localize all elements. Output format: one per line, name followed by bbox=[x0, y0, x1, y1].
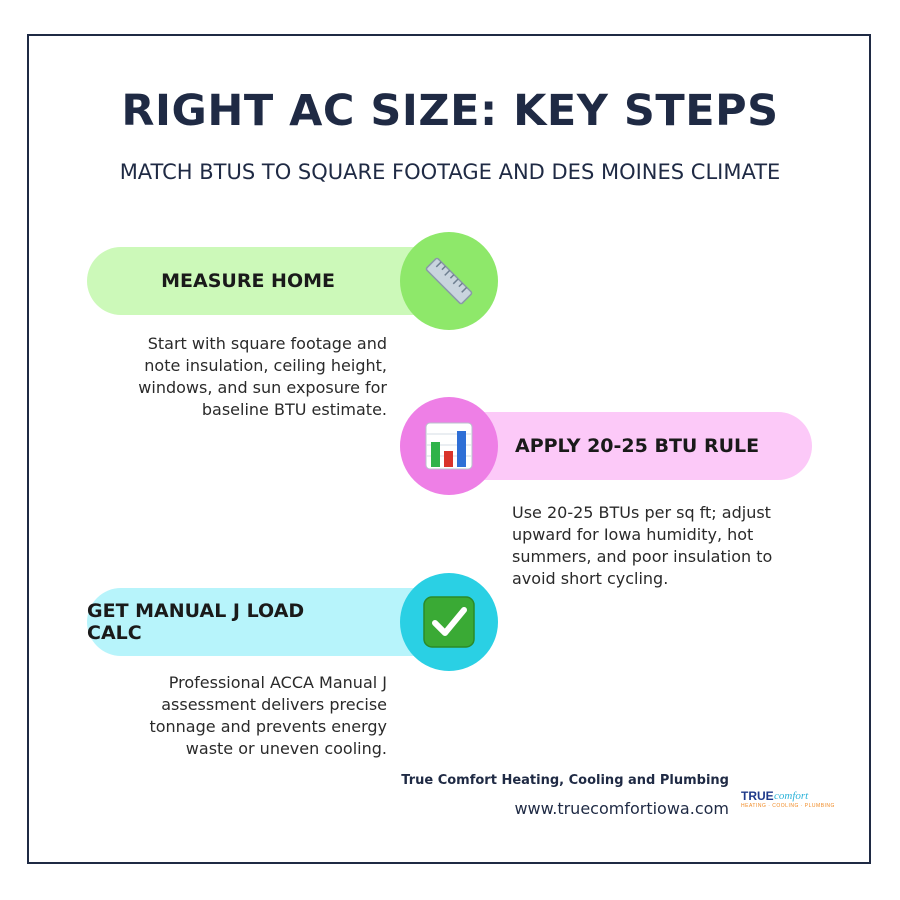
step-measure-home-pill bbox=[87, 247, 447, 315]
step-manual-j-description: Professional ACCA Manual J assessment delivers precise tonnage and prevents energy waste or uneven cooling. bbox=[149, 673, 387, 758]
step-measure-home-circle bbox=[400, 232, 498, 330]
check-mark-icon bbox=[423, 596, 475, 648]
step-manual-j-pill bbox=[87, 588, 447, 656]
step-label: MEASURE HOME bbox=[161, 270, 335, 292]
step-btu-rule-circle bbox=[400, 397, 498, 495]
step-manual-j-circle bbox=[400, 573, 498, 671]
logo-wordmark: TRUE bbox=[741, 789, 774, 803]
step-label: APPLY 20-25 BTU RULE bbox=[515, 435, 760, 457]
company-logo bbox=[741, 789, 835, 811]
company-name: True Comfort Heating, Cooling and Plumbing bbox=[401, 773, 729, 788]
page-subtitle: MATCH BTUS TO SQUARE FOOTAGE AND DES MOINES CLIMATE bbox=[119, 160, 781, 184]
ruler-icon bbox=[420, 252, 478, 310]
logo-tagline: HEATING · COOLING · PLUMBING bbox=[741, 803, 835, 809]
bar-chart-icon bbox=[425, 422, 473, 470]
logo-script: comfort bbox=[774, 790, 809, 802]
page-title: RIGHT AC SIZE: KEY STEPS bbox=[121, 86, 779, 136]
website-url: www.truecomfortiowa.com bbox=[514, 799, 729, 818]
step-label: GET MANUAL J LOAD CALC bbox=[87, 600, 305, 644]
step-measure-home-description: Start with square footage and note insulation, ceiling height, windows, and sun exposure for baseline BTU estimate. bbox=[138, 334, 387, 419]
step-btu-rule-description: Use 20-25 BTUs per sq ft; adjust upward for Iowa humidity, hot summers, and poor insulation to avoid short cycling. bbox=[512, 503, 773, 588]
